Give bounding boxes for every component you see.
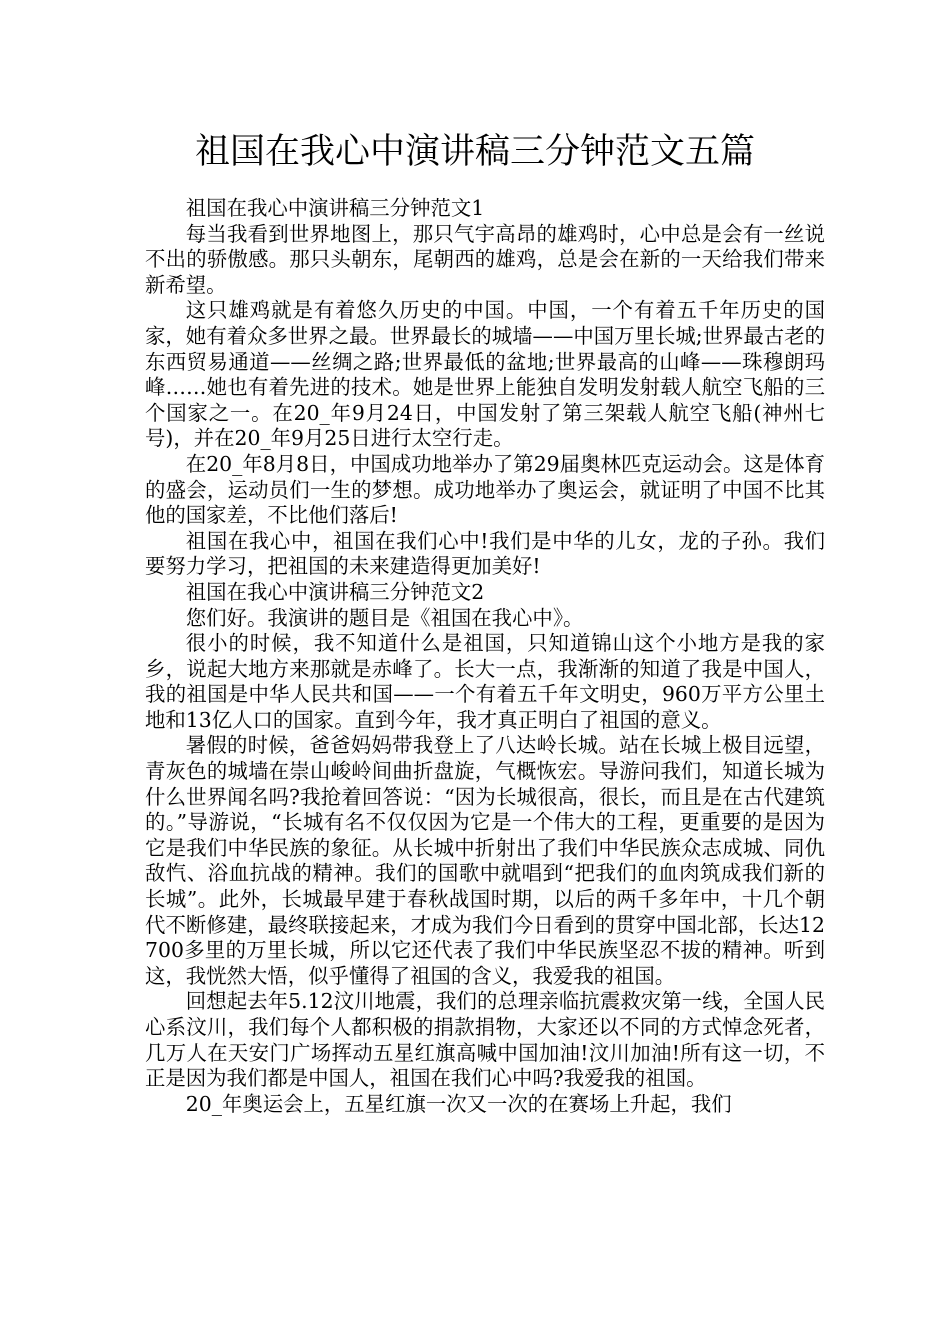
paragraph: 您们好。我演讲的题目是《祖国在我心中》。 [185,605,584,630]
document-body [145,196,825,1117]
paragraph: 很小的时候，我不知道什么是祖国，只知道锦山这个小地方是我的家乡，说起大地方来那就是赤峰了。长大一点，我渐渐的知道了我是中国人，我的祖国是中华人民共和国——一个有着五千年文明史，960万平方公里土地和13亿人口的国家。直到今年，我才真正明白了祖国的意义。 [145,631,825,732]
paragraph: 暑假的时候，爸爸妈妈带我登上了八达岭长城。站在长城上极目远望，青灰色的城墙在崇山峻岭间曲折盘旋，气概恢宏。导游问我们，知道长城为什么世界闻名吗?我抢着回答说：“因为长城很高，很长，而且是在古代建筑的。”导游说，“长城有名不仅仅因为它是一个伟大的工程，更重要的是因为它是我们中华民族的象征。从长城中折射出了我们中华民族众志成城、同仇敌忾、浴血抗战的精神。我们的国歌中就唱到“把我们的血肉筑成我们新的长城”。此外，长城最早建于春秋战国时期，以后的两千多年中，十几个朝代不断修建，最终联接起来，才成为我们今日看到的贯穿中国北部，长达12700多里的万里长城，所以它还代表了我们中华民族坚忍不拔的精神。听到这，我恍然大悟，似乎懂得了祖国的含义，我爱我的祖国。 [145,733,825,988]
paragraph: 这只雄鸡就是有着悠久历史的中国。中国，一个有着五千年历史的国家，她有着众多世界之最。世界最长的城墙——中国万里长城;世界最古老的东西贸易通道——丝绸之路;世界最低的盆地;世界最高的山峰——珠穆朗玛峰……她也有着先进的技术。她是世界上能独自发明发射载人航空飞船的三个国家之一。在20_年9月24日，中国发射了第三架载人航空飞船(神州七号)，并在20_年9月25日进行太空行走。 [145,298,825,451]
paragraph: 祖国在我心中，祖国在我们心中!我们是中华的儿女，龙的子孙。我们要努力学习，把祖国的未来建造得更加美好! [145,528,825,579]
paragraph: 20_年奥运会上，五星红旗一次又一次的在赛场上升起，我们 [185,1091,732,1116]
paragraph: 每当我看到世界地图上，那只气宇高昂的雄鸡时，心中总是会有一丝说不出的骄傲感。那只头朝东，尾朝西的雄鸡，总是会在新的一天给我们带来新希望。 [145,221,825,297]
section-heading-2: 祖国在我心中演讲稿三分钟范文2 [185,579,485,604]
section-heading-1: 祖国在我心中演讲稿三分钟范文1 [185,196,485,220]
paragraph: 回想起去年5.12汶川地震，我们的总理亲临抗震救灾第一线，全国人民心系汶川，我们每个人都积极的捐款捐物，大家还以不同的方式悼念死者，几万人在天安门广场挥动五星红旗高喊中国加油!汶川加油!所有这一切，不正是因为我们都是中国人，祖国在我们心中吗?我爱我的祖国。 [145,989,825,1091]
document-title: 祖国在我心中演讲稿三分钟范文五篇 [194,132,755,172]
paragraph: 在20_年8月8日，中国成功地举办了第29届奥林匹克运动会。这是体育的盛会，运动员们一生的梦想。成功地举办了奥运会，就证明了中国不比其他的国家差，不比他们落后! [145,451,826,528]
